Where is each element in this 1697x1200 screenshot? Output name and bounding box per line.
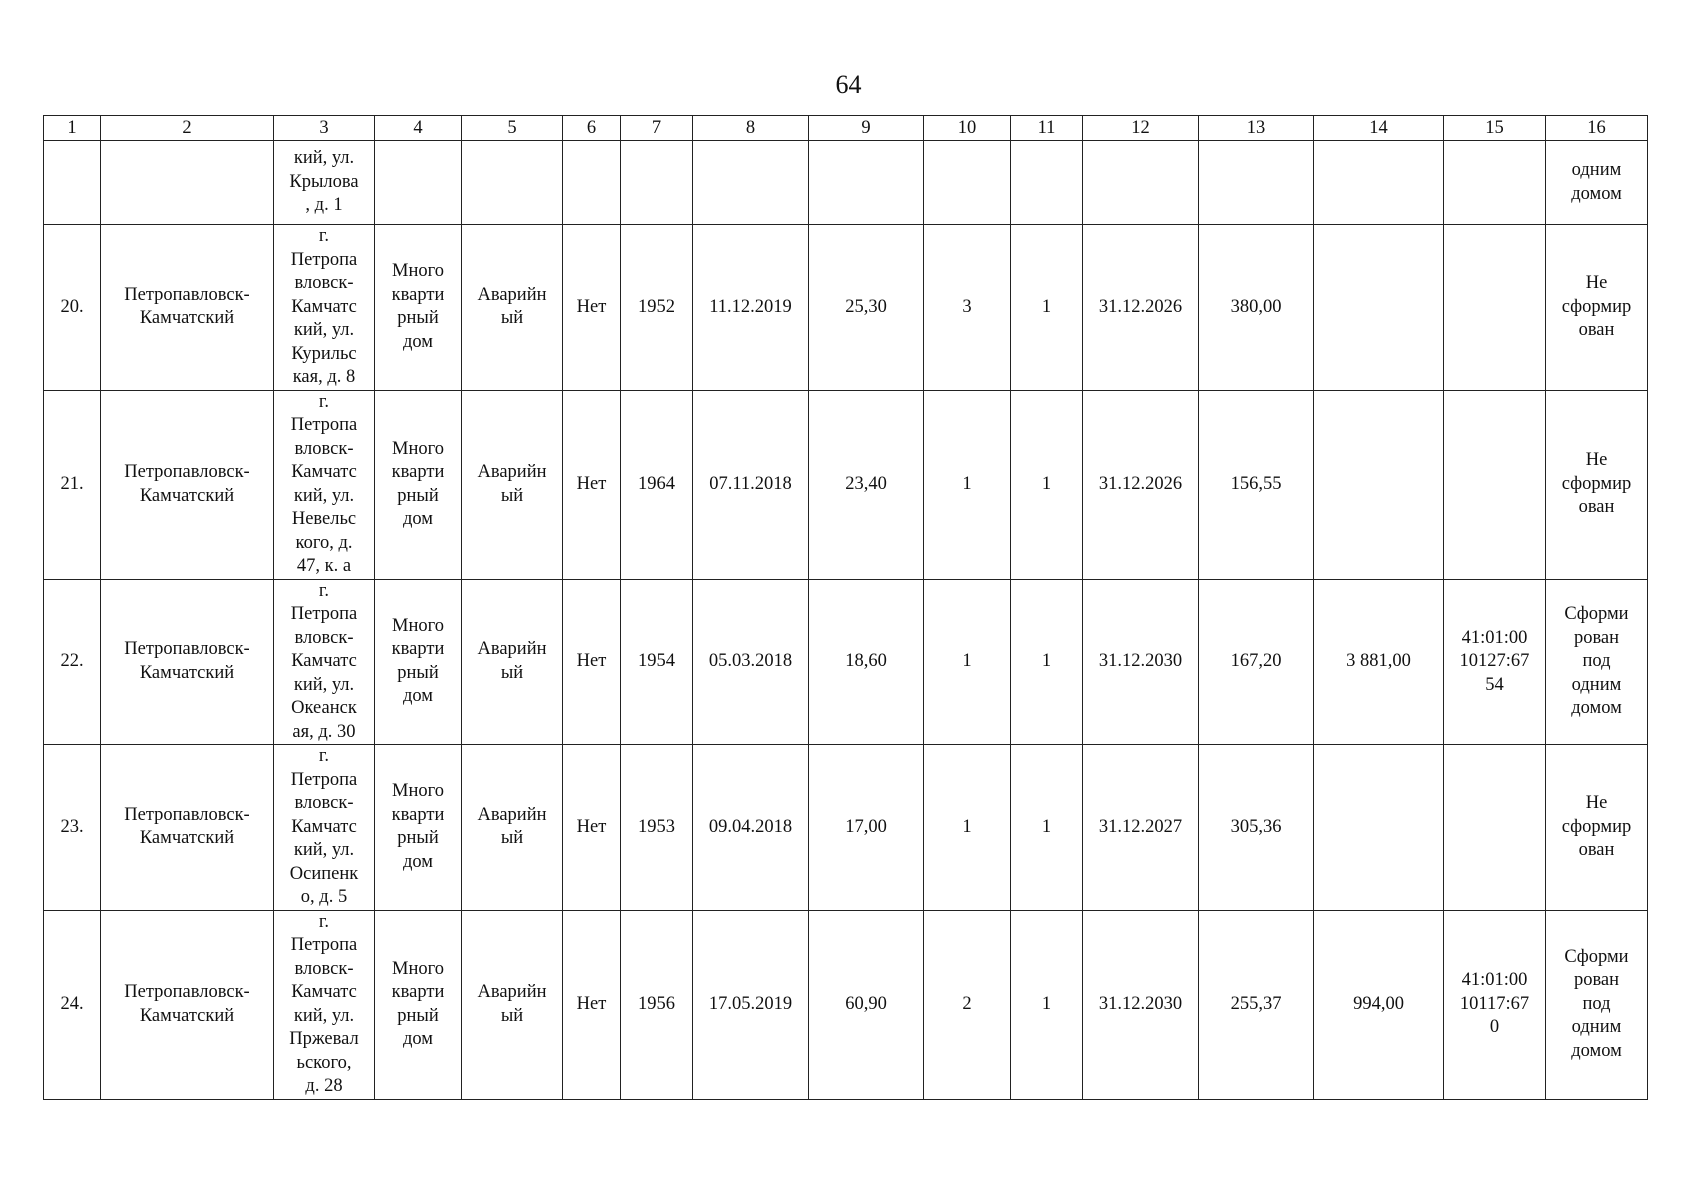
table-cell [1314, 745, 1444, 911]
table-cell: 167,20 [1199, 579, 1314, 745]
column-header: 16 [1546, 116, 1648, 141]
table-cell: 1 [1011, 390, 1083, 579]
column-header: 13 [1199, 116, 1314, 141]
table-cell: 156,55 [1199, 390, 1314, 579]
table-cell [924, 141, 1011, 225]
address-cell: г. Петропа вловск- Камчатс кий, ул. Невельс кого, д. 47, к. а [274, 390, 375, 579]
table-cell [1444, 141, 1546, 225]
deadline-cell: 31.12.2030 [1083, 910, 1199, 1099]
table-cell: 255,37 [1199, 910, 1314, 1099]
condition-cell: Аварийн ый [462, 225, 563, 391]
cadastral-number-cell [1444, 390, 1546, 579]
table-cell [1199, 141, 1314, 225]
column-header: 4 [375, 116, 462, 141]
table-cell: 1 [924, 390, 1011, 579]
date-cell: 11.12.2019 [693, 225, 809, 391]
table-cell [563, 141, 621, 225]
column-header: 10 [924, 116, 1011, 141]
date-cell: 07.11.2018 [693, 390, 809, 579]
column-header: 3 [274, 116, 375, 141]
table-cell: 380,00 [1199, 225, 1314, 391]
table-cell: Нет [563, 225, 621, 391]
table-row [44, 910, 1648, 1099]
column-header: 7 [621, 116, 693, 141]
table-cell: 25,30 [809, 225, 924, 391]
table-cell: 1 [1011, 910, 1083, 1099]
cadastral-number-cell [1444, 745, 1546, 911]
column-header: 6 [563, 116, 621, 141]
table-cell [1314, 390, 1444, 579]
land-status-cell: одним домом [1546, 141, 1648, 225]
table-cell [101, 141, 274, 225]
row-number-cell: 22. [44, 579, 101, 745]
address-cell: г. Петропа вловск- Камчатс кий, ул. Осипенк о, д. 5 [274, 745, 375, 911]
table-cell: 3 881,00 [1314, 579, 1444, 745]
date-cell: 17.05.2019 [693, 910, 809, 1099]
housing-registry-table [43, 115, 1648, 1100]
column-header: 11 [1011, 116, 1083, 141]
condition-cell: Аварийн ый [462, 910, 563, 1099]
deadline-cell: 31.12.2027 [1083, 745, 1199, 911]
cadastral-number-cell: 41:01:00 10127:67 54 [1444, 579, 1546, 745]
table-cell: 60,90 [809, 910, 924, 1099]
year-cell: 1964 [621, 390, 693, 579]
deadline-cell: 31.12.2026 [1083, 390, 1199, 579]
land-status-cell: Сформи рован под одним домом [1546, 579, 1648, 745]
table-cell: 2 [924, 910, 1011, 1099]
table-row [44, 745, 1648, 911]
deadline-cell: 31.12.2030 [1083, 579, 1199, 745]
table-cell: Нет [563, 390, 621, 579]
table-cell: 18,60 [809, 579, 924, 745]
table-cell: 1 [1011, 225, 1083, 391]
table-cell [621, 141, 693, 225]
column-header: 8 [693, 116, 809, 141]
column-header: 2 [101, 116, 274, 141]
table-cell: Нет [563, 745, 621, 911]
building-type-cell: Много кварти рный дом [375, 579, 462, 745]
column-header: 5 [462, 116, 563, 141]
table-cell [693, 141, 809, 225]
condition-cell: Аварийн ый [462, 745, 563, 911]
building-type-cell: Много кварти рный дом [375, 225, 462, 391]
year-cell: 1954 [621, 579, 693, 745]
table-row [44, 225, 1648, 391]
table-cell: 17,00 [809, 745, 924, 911]
condition-cell: Аварийн ый [462, 579, 563, 745]
building-type-cell: Много кварти рный дом [375, 390, 462, 579]
land-status-cell: Не сформир ован [1546, 745, 1648, 911]
row-number-cell: 24. [44, 910, 101, 1099]
table-cell [462, 141, 563, 225]
year-cell: 1953 [621, 745, 693, 911]
table-cell: 305,36 [1199, 745, 1314, 911]
land-status-cell: Сформи рован под одним домом [1546, 910, 1648, 1099]
column-number-row [44, 116, 1648, 141]
land-status-cell: Не сформир ован [1546, 225, 1648, 391]
date-cell: 09.04.2018 [693, 745, 809, 911]
address-cell: г. Петропа вловск- Камчатс кий, ул. Океанск ая, д. 30 [274, 579, 375, 745]
deadline-cell: 31.12.2026 [1083, 225, 1199, 391]
cadastral-number-cell: 41:01:00 10117:67 0 [1444, 910, 1546, 1099]
table-cell [44, 141, 101, 225]
column-header: 1 [44, 116, 101, 141]
table-cell: 3 [924, 225, 1011, 391]
table-cell: 1 [924, 745, 1011, 911]
column-header: 15 [1444, 116, 1546, 141]
settlement-cell: Петропавловск- Камчатский [101, 390, 274, 579]
address-cell: г. Петропа вловск- Камчатс кий, ул. Курильс кая, д. 8 [274, 225, 375, 391]
table-cell: 1 [1011, 579, 1083, 745]
settlement-cell: Петропавловск- Камчатский [101, 225, 274, 391]
building-type-cell: Много кварти рный дом [375, 910, 462, 1099]
table-cell [1314, 225, 1444, 391]
row-number-cell: 20. [44, 225, 101, 391]
column-header: 14 [1314, 116, 1444, 141]
table-cell: 1 [924, 579, 1011, 745]
table-row [44, 390, 1648, 579]
table-cell: 994,00 [1314, 910, 1444, 1099]
table-cell [1011, 141, 1083, 225]
table-cell: Нет [563, 910, 621, 1099]
land-status-cell: Не сформир ован [1546, 390, 1648, 579]
condition-cell: Аварийн ый [462, 390, 563, 579]
table-cell: 1 [1011, 745, 1083, 911]
row-number-cell: 21. [44, 390, 101, 579]
continuation-row [44, 141, 1648, 225]
table-row [44, 579, 1648, 745]
page-number: 64 [835, 70, 862, 99]
address-cell: г. Петропа вловск- Камчатс кий, ул. Пржевал ьского, д. 28 [274, 910, 375, 1099]
table-cell [809, 141, 924, 225]
row-number-cell: 23. [44, 745, 101, 911]
column-header: 12 [1083, 116, 1199, 141]
column-header: 9 [809, 116, 924, 141]
address-cell: кий, ул. Крылова , д. 1 [274, 141, 375, 225]
settlement-cell: Петропавловск- Камчатский [101, 745, 274, 911]
table-cell [375, 141, 462, 225]
date-cell: 05.03.2018 [693, 579, 809, 745]
settlement-cell: Петропавловск- Камчатский [101, 910, 274, 1099]
building-type-cell: Много кварти рный дом [375, 745, 462, 911]
table-cell: Нет [563, 579, 621, 745]
table-cell [1083, 141, 1199, 225]
year-cell: 1956 [621, 910, 693, 1099]
table-cell: 23,40 [809, 390, 924, 579]
table-cell [1314, 141, 1444, 225]
year-cell: 1952 [621, 225, 693, 391]
cadastral-number-cell [1444, 225, 1546, 391]
settlement-cell: Петропавловск- Камчатский [101, 579, 274, 745]
